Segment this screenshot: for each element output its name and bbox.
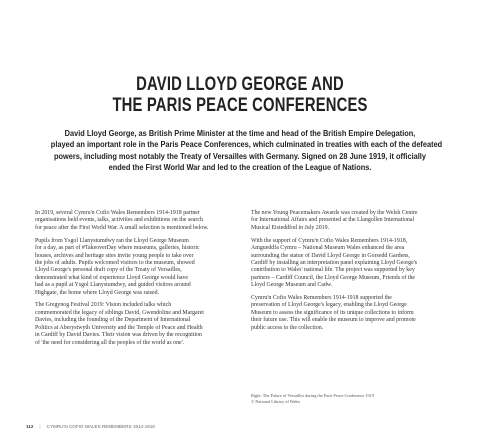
text-line: houses, archives and heritage sites invite young people to take over [35,252,194,259]
text-line: for peace after the First World War. A small selection is mentioned below. [35,224,209,231]
text-line: Lloyd George's personal draft copy of the Treaty of Versailles, [35,267,182,274]
caption-credit: © National Library of Wales [251,398,301,404]
page-number: 112 [26,424,34,429]
title-line-1: DAVID LLOYD GEORGE AND [136,74,344,95]
text-line: In 2019, several Cymru'n Cofio Wales Remembers 1914-1918 partner [35,210,200,216]
paragraph-legacy [251,295,447,332]
text-line: surrounding the statue of David Lloyd George in Gorsedd Gardens, [251,252,410,259]
intro-line: played an important role in the Paris Peace Conferences, which culminated in treaties with each of the defeated [50,139,443,150]
text-line: demonstrated what kind of experience Lloyd George would have [35,274,188,281]
text-line: Politics at Aberystwyth University and the Temple of Peace and Health [35,324,203,331]
caption-line: Right: The Palace of Versailles during the Paris Peace Conference 1919 [251,393,374,398]
text-line: With the support of Cymru'n Cofio Wales Remembers 1914-1918, [251,237,408,244]
paragraph-young-peacemakers [251,210,447,232]
page-footer [26,424,155,429]
text-line: Pupils from Ysgol Llanystumdwy ran the Lloyd George Museum [35,237,189,244]
right-column [251,210,447,338]
intro-line: David Lloyd George, as British Prime Minister at the time and head of the British Empire Delegation, [64,128,416,138]
text-line: their future use. This will enable the museum to improve and promote [251,317,416,324]
text-line: Cardiff by installing an interpretation panel explaining Lloyd George's [251,259,418,266]
text-line: had as a pupil at Ysgol Llanystumdwy, and guided visitors around [35,282,191,289]
paragraph-events [35,210,231,232]
text-line: public access to the collection. [251,324,324,331]
text-line: partners – Cardiff Council, the Lloyd George Museum, Friends of the [251,274,416,281]
text-line: commemorated the legacy of siblings David, Gwendoline and Margaret [35,309,204,316]
text-line: contribution to Wales' national life. The project was supported by key [251,267,415,274]
text-line: of 'the need for considering all the peoples of the world as one'. [35,339,185,346]
text-line: for a day, as part of #TakeoverDay where museums, galleries, historic [35,245,200,252]
running-title: CYMRU'N COFIO WALES REMEMBERS 1914-1918 [46,424,155,429]
text-line: for International Affairs and presented at the Llangollen International [251,217,415,224]
paragraph-statue-panel [251,238,447,290]
text-line: Davies, including the founding of the Department of International [35,317,191,324]
paragraph-takeover-day [35,238,231,297]
text-line: Museum to assess the significance of its unique collections to inform [251,309,414,316]
paragraph-gregynog [35,302,231,346]
text-line: Musical Eisteddfod in July 2019. [251,224,330,231]
text-line: Highgate, the home where Lloyd George was raised. [35,289,160,296]
text-line: preservation of Lloyd George's legacy, enabling the Lloyd George [251,302,407,309]
left-column [35,210,231,352]
text-line: The Gregynog Festival 2019: Vision included talks which [35,302,172,309]
text-line: Cymru'n Cofio Wales Remembers 1914-1918 supported the [251,295,392,302]
text-line: the jobs of adults. Pupils welcomed visitors to the museum, showed [35,259,195,266]
image-caption [251,393,451,404]
text-line: in Cardiff by David Davies. Their vision was driven by the recognition [35,332,202,339]
text-line: Amgueddfa Cymru – National Museum Wales enhanced the area [251,245,405,252]
intro-summary [50,128,443,174]
title-line-2: THE PARIS PEACE CONFERENCES [112,95,368,116]
page-title [53,74,427,116]
intro-line: powers, including most notably the Treaty of Versailles with Germany. Signed on 28 June 1919, it officially [54,150,426,161]
intro-line: ended the First World War and led to the creation of the League of Nations. [108,162,372,173]
text-line: organisations held events, talks, activities and exhibitions on the search [35,217,203,224]
text-line: Lloyd George Museum and Cadw. [251,282,333,289]
footer-separator: | [39,424,41,429]
text-line: The new Young Peacemakers Awards was created by the Welsh Centre [251,210,418,216]
